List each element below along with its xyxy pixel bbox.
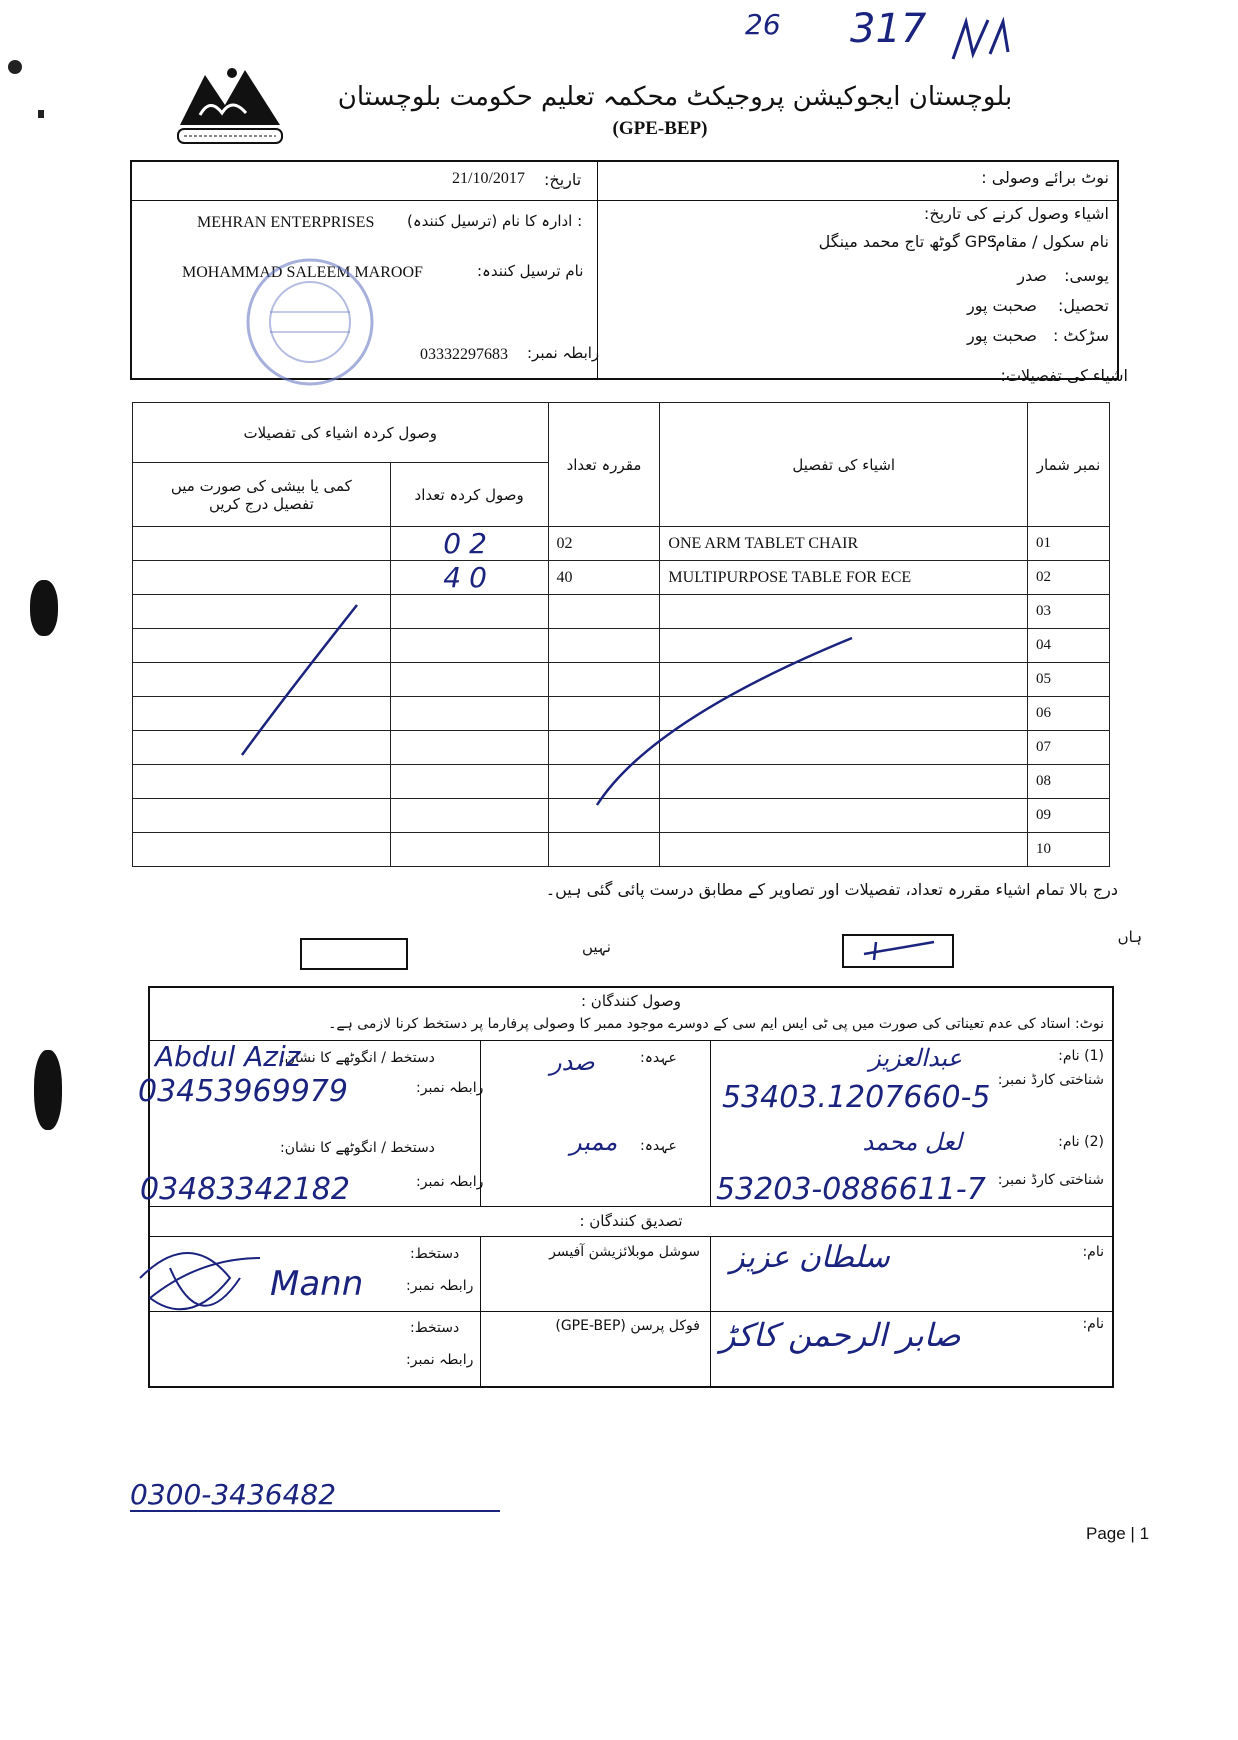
company-stamp-icon [240, 252, 380, 392]
receiver1-sign-label: دستخط / انگوٹھے کا نشان: [280, 1050, 435, 1066]
verifier1-signature-scribble-icon [130, 1238, 280, 1338]
receiver2-sign-label: دستخط / انگوٹھے کا نشان: [280, 1140, 435, 1156]
verifiers-title: تصدیق کنندگان : [579, 1212, 683, 1230]
table-row [133, 833, 1110, 867]
verifier1-name: سلطان عزیز [730, 1240, 890, 1275]
cell-description [660, 833, 1028, 867]
receiver2-cnic-label: شناختی کارڈ نمبر: [997, 1172, 1104, 1188]
receipt-info-box [130, 160, 1119, 380]
receiver2-name: لعل محمد [862, 1128, 962, 1156]
balochistan-govt-logo-icon [170, 55, 290, 155]
cell-received-qty: 40 [390, 561, 548, 595]
receivers-title: وصول کنندگان : [580, 992, 681, 1010]
receiver2-cnic: 53203-0886611-7 [716, 1172, 986, 1207]
tehsil-label: تحصیل: [1058, 296, 1109, 315]
receivers-note: نوٹ: استاد کی عدم تعیناتی کی صورت میں پی ٹی ایس ایم سی کے دوسرے موجود ممبر کا وصولی پرفارما پر دستخط کرنا لازمی ہے۔ [328, 1016, 1104, 1032]
verifier1-phone-label: رابطہ نمبر: [406, 1278, 474, 1294]
sender-label: نام ترسیل کنندہ: [477, 262, 584, 280]
receiver1-cnic-label: شناختی کارڈ نمبر: [997, 1072, 1104, 1088]
verifier2-phone-label: رابطہ نمبر: [406, 1352, 474, 1368]
district-value: صحبت پور [967, 326, 1037, 345]
header-received-group: وصول کردہ اشیاء کی تفصیلات [133, 403, 549, 463]
receiver1-cnic: 53403.1207660-5 [722, 1080, 991, 1115]
receiver1-signature: Abdul Aziz [155, 1040, 301, 1073]
tehsil-value: صحبت پور [967, 296, 1037, 315]
yes-checkbox[interactable] [842, 934, 954, 968]
receiver2-num: (2) نام: [1058, 1134, 1104, 1150]
verifier2-sign-label: دستخط: [410, 1320, 460, 1336]
note-title: نوٹ برائے وصولی : [981, 168, 1109, 187]
punch-hole-mark [34, 1050, 62, 1130]
cell-description: MULTIPURPOSE TABLE FOR ECE [660, 561, 1028, 595]
uc-value: صدر [1017, 266, 1047, 285]
school-label: نام سکول / مقام: [990, 232, 1109, 251]
receiver2-phone: 03483342182 [140, 1172, 350, 1207]
cell-received-qty [390, 833, 548, 867]
cell-fixed-qty: 40 [548, 561, 660, 595]
bottom-handwritten-phone: 0300-3436482 [130, 1478, 337, 1511]
no-label: نہیں [582, 938, 611, 956]
receiver2-phone-label: رابطہ نمبر: [416, 1174, 484, 1190]
cell-serial: 05 [1028, 663, 1110, 697]
cell-serial: 03 [1028, 595, 1110, 629]
cell-shortage [133, 833, 391, 867]
checkmark-icon [844, 936, 952, 966]
yes-label: ہاں [1117, 928, 1142, 946]
verifier1-sign-label: دستخط: [410, 1246, 460, 1262]
header-serial: نمبر شمار [1028, 403, 1110, 527]
cell-received-qty: 02 [390, 527, 548, 561]
uc-label: یوسی: [1064, 266, 1109, 285]
contact-value: 03332297683 [420, 346, 508, 363]
district-label: سڑکٹ : [1052, 326, 1109, 345]
header-description: اشیاء کی تفصیل [660, 403, 1028, 527]
handwritten-number-right: 317 [850, 6, 927, 52]
header-shortage: کمی یا بیشی کی صورت میں تفصیل درج کریں [133, 463, 391, 527]
cell-serial: 02 [1028, 561, 1110, 595]
cell-serial: 10 [1028, 833, 1110, 867]
verifier1-designation: سوشل موبلائزیشن آفیسر [549, 1244, 700, 1260]
scan-speck [38, 110, 44, 118]
header-received-qty: وصول کردہ تعداد [390, 463, 548, 527]
header-fixed-qty: مقررہ تعداد [548, 403, 660, 527]
confirmation-statement: درج بالا تمام اشیاء مقررہ تعداد، تفصیلات اور تصاویر کے مطابق درست پائی گئی ہیں۔ [545, 880, 1118, 899]
strike-line-left [242, 605, 357, 755]
bottom-underline [130, 1510, 500, 1512]
cell-serial: 01 [1028, 527, 1110, 561]
receive-date-label: اشیاء وصول کرنے کی تاریخ: [923, 204, 1109, 223]
strike-line-right [597, 638, 852, 805]
receiver1-num: (1) نام: [1058, 1048, 1104, 1064]
punch-hole-mark [30, 580, 58, 636]
verifier2-name: صابر الرحمن کاکڑ [720, 1316, 961, 1354]
receiver1-name: عبدالعزیز [869, 1044, 962, 1072]
school-value: GPS گوٹھ تاج محمد مینگل [818, 232, 997, 251]
contact-label: رابطہ نمبر: [527, 344, 600, 362]
table-row [133, 527, 1110, 561]
verifier1-name-label: نام: [1082, 1244, 1104, 1260]
verifier2-designation: فوکل پرسن (GPE-BEP) [555, 1318, 700, 1334]
scan-speck [8, 60, 22, 74]
handwritten-number-left: 26 [745, 8, 781, 41]
receiver1-phone-label: رابطہ نمبر: [416, 1080, 484, 1096]
header-project-code: (GPE-BEP) [612, 118, 708, 139]
company-value: MEHRAN ENTERPRISES [197, 214, 375, 231]
header-title-urdu: بلوچستان ایجوکیشن پروجیکٹ محکمہ تعلیم حکومت بلوچستان [337, 82, 1013, 112]
cell-serial: 06 [1028, 697, 1110, 731]
receiver1-role: صدر [550, 1048, 595, 1076]
items-section-title: اشیاء کی تفصیلات: [1000, 366, 1128, 385]
receiver1-phone: 03453969979 [138, 1074, 348, 1109]
receiver2-role-label: عہدہ: [640, 1138, 677, 1154]
cell-serial: 07 [1028, 731, 1110, 765]
sender-value: MOHAMMAD SALEEM MAROOF [182, 264, 423, 281]
verifier2-name-label: نام: [1082, 1316, 1104, 1332]
no-checkbox[interactable] [300, 938, 408, 970]
cell-description: ONE ARM TABLET CHAIR [660, 527, 1028, 561]
date-label: تاریخ: [544, 170, 582, 189]
handwritten-initials-icon [948, 14, 1018, 64]
cell-serial: 04 [1028, 629, 1110, 663]
signatures-box [138, 986, 1114, 1388]
page-number: Page | 1 [1086, 1524, 1150, 1543]
cell-serial: 09 [1028, 799, 1110, 833]
cell-fixed-qty [548, 833, 660, 867]
cell-fixed-qty: 02 [548, 527, 660, 561]
receiver1-role-label: عہدہ: [640, 1050, 677, 1066]
receiver2-role: ممبر [570, 1128, 618, 1156]
date-value: 21/10/2017 [452, 170, 525, 187]
strike-lines [132, 560, 1110, 820]
cell-shortage [133, 527, 391, 561]
cell-serial: 08 [1028, 765, 1110, 799]
verifier1-signature: Mann [270, 1264, 364, 1304]
company-label: : ادارہ کا نام (ترسیل کنندہ) [407, 212, 583, 230]
